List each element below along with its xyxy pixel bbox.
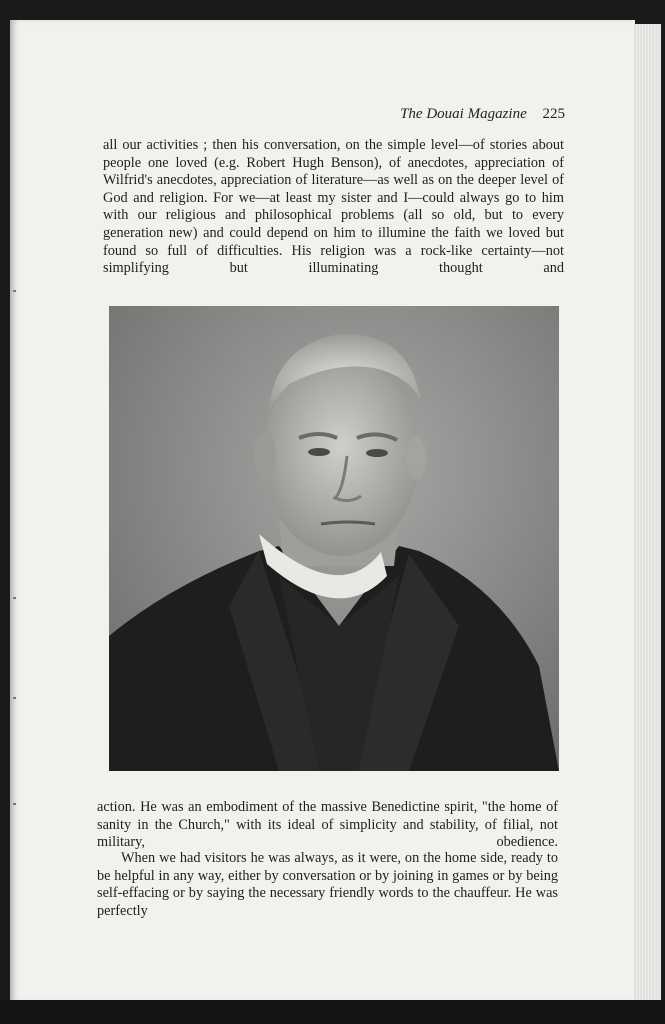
book-shadow <box>0 1000 665 1024</box>
running-header <box>400 106 565 123</box>
page-edges <box>633 24 661 1002</box>
paragraph-top: all our activities ; then his conversation, on the simple level—of stories about people one loved (e.g. Robert Hugh Benson), of anecdotes, appreciation of Wilfrid's anecdotes, appreciation of literature—as well as on the deeper level of God and religion. For we—at least my sister and I—could always go to him with our religious and philosophical problems (all so old, but to every generation new) and could depend on him to illumine the faith we loved but found so full of difficulties. His religion was a rock-like certainty—not simplifying but illuminating thought and <box>103 137 564 277</box>
paragraph-next: When we had visitors he was always, as it were, on the home side, ready to be helpful in any way, either by conversation or by joining in games or by being self-effacing or by saying the necessary friendly words to the chauffeur. He was perfectly <box>97 850 558 919</box>
margin-mark <box>13 697 16 699</box>
header-title: The Douai Magazine <box>400 106 527 122</box>
margin-mark <box>13 803 16 805</box>
portrait-photograph <box>109 306 559 771</box>
page-number: 225 <box>542 106 565 122</box>
margin-mark <box>13 597 16 599</box>
margin-mark <box>13 290 16 292</box>
paragraph-continued: action. He was an embodiment of the massive Benedictine spirit, "the home of sanity in the Church," with its ideal of simplicity and stability, of filial, not military, obedience. <box>97 799 558 851</box>
